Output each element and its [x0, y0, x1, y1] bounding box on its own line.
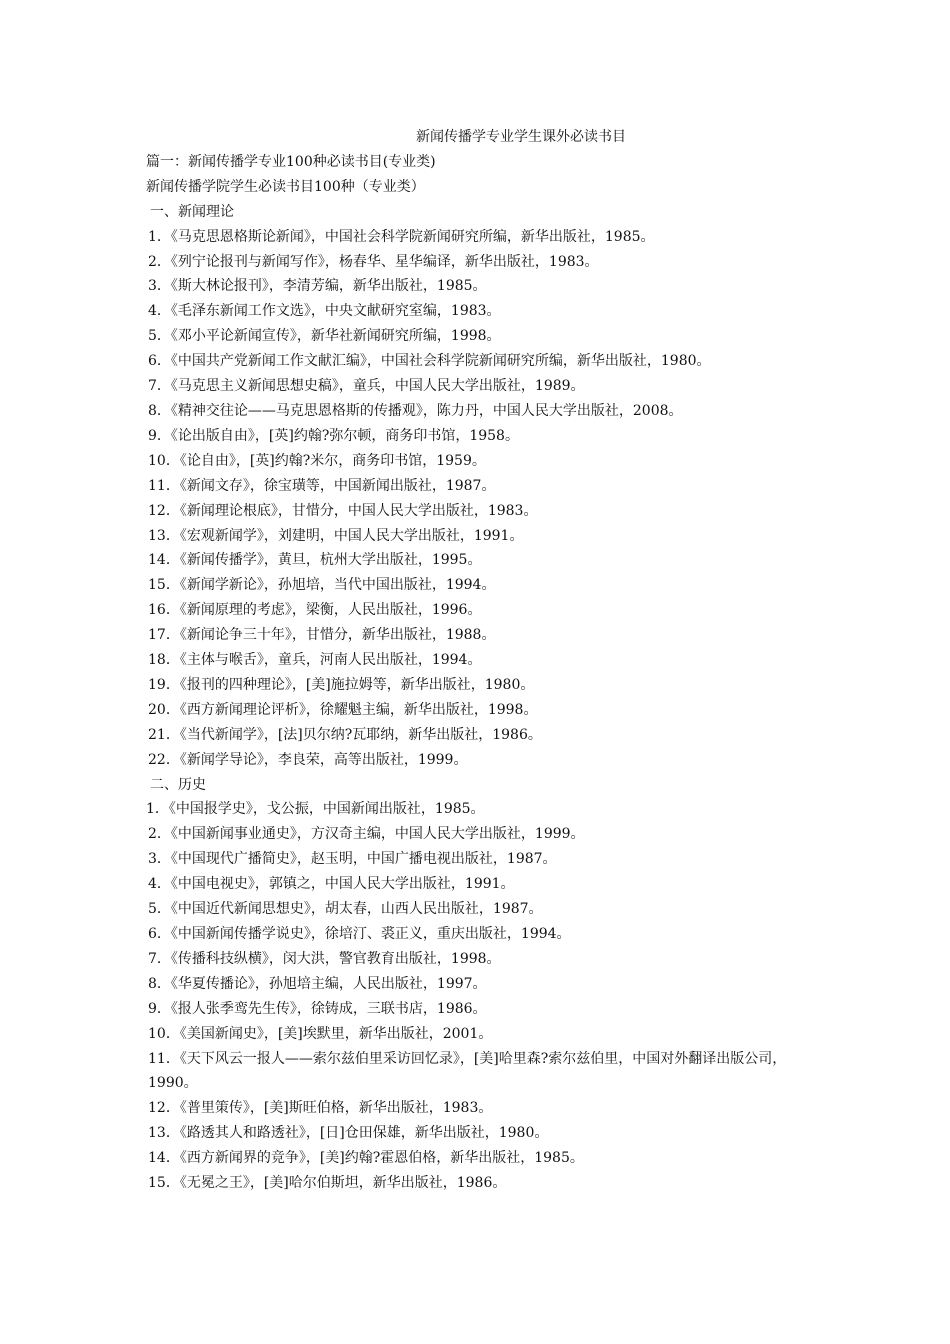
section-heading-history: 二、历史 [150, 776, 206, 793]
document-title: 新闻传播学专业学生课外必读书目 [416, 129, 626, 145]
list-item: 13．《宏观新闻学》，刘建明，中国人民大学出版社，1991。 [148, 527, 524, 544]
list-item: 6．《中国新闻传播学说史》，徐培汀、裘正义，重庆出版社，1994。 [148, 926, 571, 942]
list-item: 4．《中国电视史》，郭镇之，中国人民大学出版社，1991。 [148, 876, 515, 893]
list-item: 12．《新闻理论根底》，甘惜分，中国人民大学出版社，1983。 [148, 502, 538, 519]
list-item: 5．《中国近代新闻思想史》，胡太春，山西人民出版社，1987。 [148, 901, 543, 918]
list-item: 11．《新闻文存》，徐宝璜等，中国新闻出版社，1987。 [148, 477, 496, 494]
list-item: 6．《中国共产党新闻工作文献汇编》，中国社会科学院新闻研究所编，新华出版社，1980。 [148, 353, 711, 370]
list-item: 1．《马克思恩格斯论新闻》，中国社会科学院新闻研究所编，新华出版社，1985。 [148, 228, 655, 245]
list-item: 3．《斯大林论报刊》，李清芳编，新华出版社，1985。 [148, 278, 487, 295]
list-item: 2．《列宁论报刊与新闻写作》，杨春华、星华编译，新华出版社，1983。 [148, 253, 599, 270]
list-item: 17．《新闻论争三十年》，甘惜分，新华出版社，1988。 [148, 627, 496, 644]
list-item: 7．《传播科技纵横》，闵大洪，警官教育出版社，1998。 [148, 950, 501, 967]
list-item: 10．《美国新闻史》，[美]埃默里，新华出版社，2001。 [148, 1025, 493, 1042]
list-item: 13．《路透其人和路透社》，[日]仓田保雄，新华出版社，1980。 [148, 1125, 549, 1142]
document-body [146, 125, 826, 1196]
list-item: 8．《精神交往论——马克思恩格斯的传播观》，陈力丹，中国人民大学出版社，2008。 [148, 402, 683, 419]
list-item: 10．《论自由》，[英]约翰?米尔，商务印书馆，1959。 [148, 452, 486, 469]
document-subtitle: 新闻传播学院学生必读书目100种（专业类） [146, 178, 425, 195]
list-item: 12．《普里策传》，[美]斯旺伯格，新华出版社，1983。 [148, 1100, 493, 1117]
list-item: 21．《当代新闻学》，[法]贝尔纳?瓦耶纳，新华出版社，1986。 [148, 726, 542, 743]
list-item: 18．《主体与喉舌》，童兵，河南人民出版社，1994。 [148, 652, 482, 669]
list-item: 19．《报刊的四种理论》，[美]施拉姆等，新华出版社，1980。 [148, 676, 535, 693]
list-item: 9．《报人张季鸾先生传》，徐铸成，三联书店，1986。 [148, 1000, 487, 1017]
list-item: 3．《中国现代广播简史》，赵玉明，中国广播电视出版社，1987。 [148, 851, 557, 868]
section-heading-theory: 一、新闻理论 [150, 203, 234, 220]
list-item: 14．《西方新闻界的竞争》，[美]约翰?霍恩伯格，新华出版社，1985。 [148, 1150, 584, 1167]
part-heading: 篇一：新闻传播学专业100种必读书目(专业类) [146, 153, 436, 170]
list-item: 15．《新闻学新论》，孙旭培，当代中国出版社，1994。 [148, 577, 496, 594]
list-item: 2．《中国新闻事业通史》，方汉奇主编，中国人民大学出版社，1999。 [148, 826, 585, 843]
list-item: 4．《毛泽东新闻工作文选》，中央文献研究室编，1983。 [148, 303, 501, 320]
list-item: 1．《中国报学史》，戈公振，中国新闻出版社，1985。 [146, 801, 485, 818]
list-item: 8．《华夏传播论》，孙旭培主编，人民出版社，1997。 [148, 975, 487, 992]
list-item: 5．《邓小平论新闻宣传》，新华社新闻研究所编，1998。 [148, 328, 501, 345]
list-item: 9．《论出版自由》，[英]约翰?弥尔顿，商务印书馆，1958。 [148, 427, 519, 444]
list-item: 16．《新闻原理的考虑》，梁衡，人民出版社，1996。 [148, 602, 482, 619]
list-item: 15．《无冕之王》，[美]哈尔伯斯坦，新华出版社，1986。 [148, 1175, 507, 1192]
list-item: 7．《马克思主义新闻思想史稿》，童兵，中国人民大学出版社，1989。 [148, 378, 585, 395]
list-item: 20．《西方新闻理论评析》，徐耀魁主编，新华出版社，1998。 [148, 701, 538, 718]
list-item: 14．《新闻传播学》，黄旦，杭州大学出版社，1995。 [148, 552, 482, 569]
list-item: 22．《新闻学导论》，李良荣，高等出版社，1999。 [148, 751, 468, 768]
list-item: 11．《天下风云一报人——索尔兹伯里采访回忆录》，[美]哈里森?索尔兹伯里，中国对外翻译出版公司，1990。 [148, 1050, 787, 1092]
